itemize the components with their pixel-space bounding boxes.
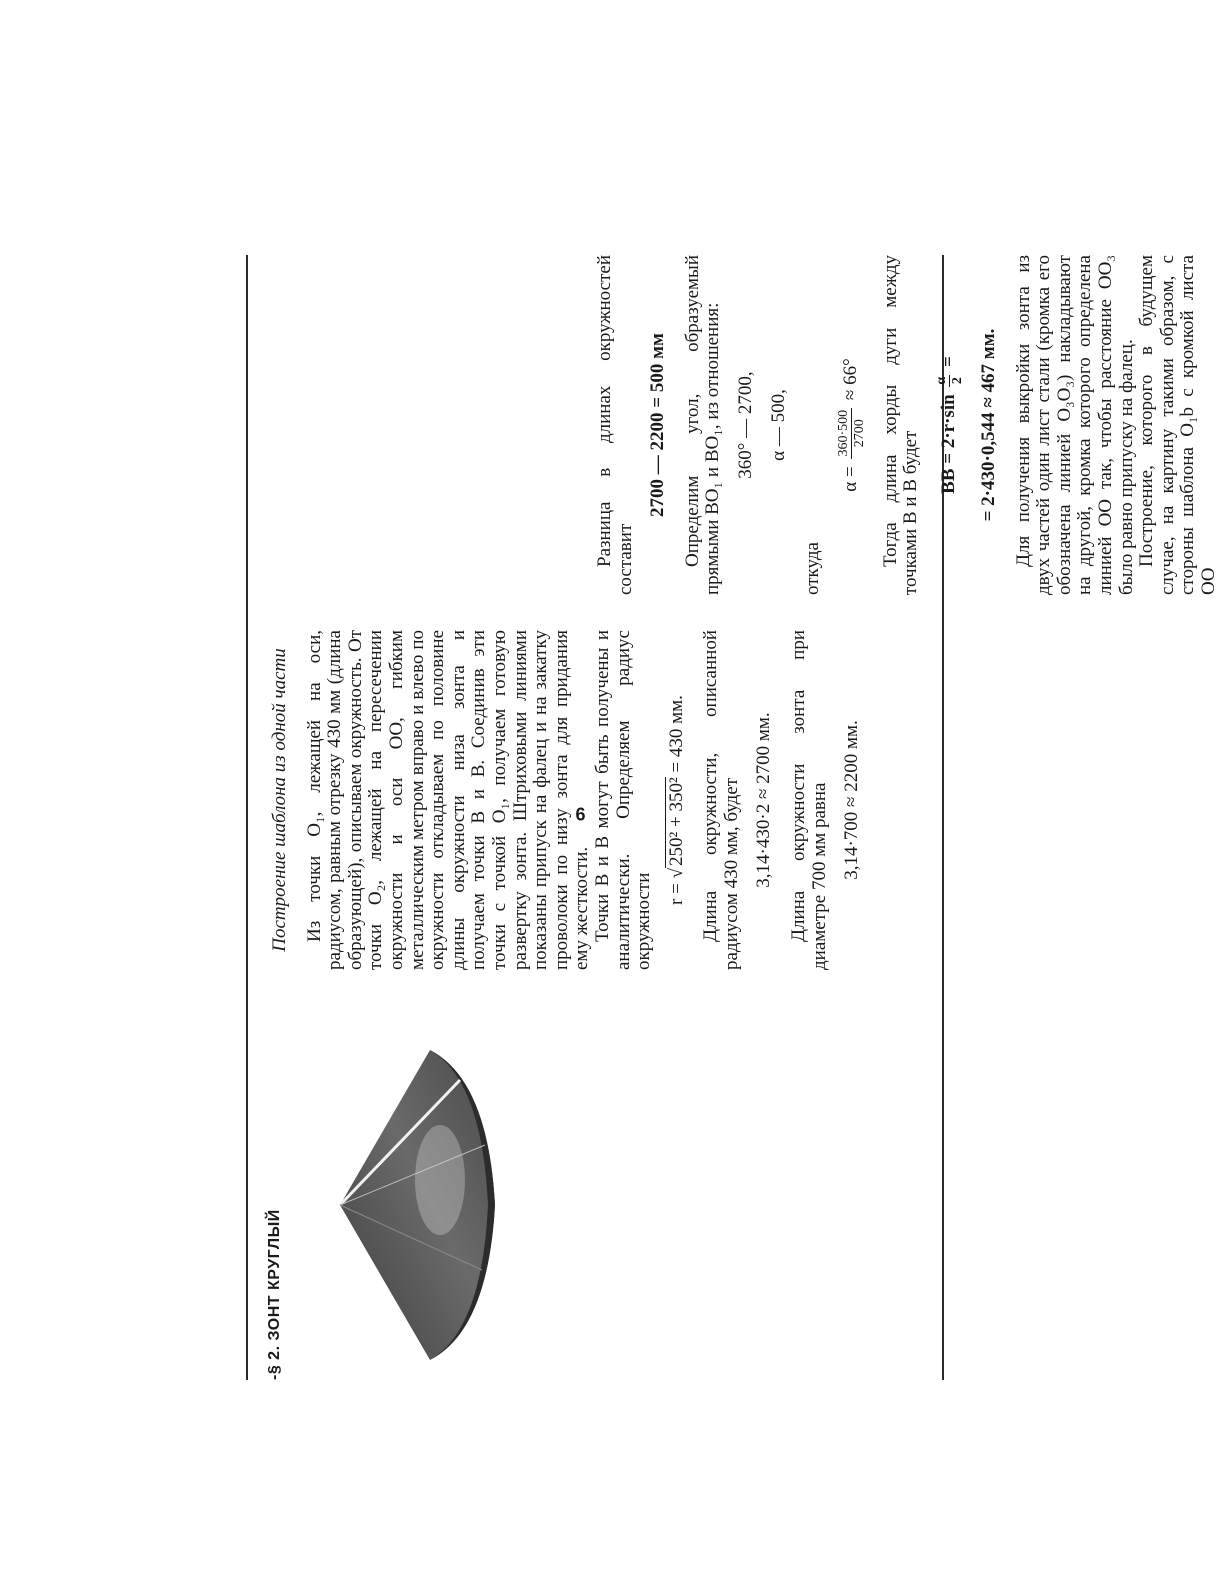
fraction [836,408,867,459]
paragraph: Для получения выкройки зонта из двух частей один лист стали (кромка его обозначена линией O₃O₃) накладывают на другой, кромка которого определена линией OO так, чтобы расстояние OO₃ было равно припуску на фалец. [1012,255,1137,595]
equation-lhs: α = [839,466,861,492]
equation-root: 250² + 350² [665,777,687,866]
equation-rhs: ≈ 66° [839,358,861,401]
fraction-denominator: 2 [949,377,965,385]
top-rule [246,255,248,1380]
paragraph: Разница в длинах окружностей составит [594,255,636,595]
subheading: Построение шаблона из одной части [269,648,290,952]
paragraph: Построение, которого в будущем случае, на картину такими образом, с стороны шаблона O₁b с кромкой листа OO [1136,255,1219,595]
equation-lhs: BB = 2·r·sin [937,394,959,494]
umbrella-illustration [310,1030,520,1380]
umbrella-circumference-equation: 3,14·700 ≈ 2200 мм. [841,720,863,880]
fraction-numerator: 360·500 [835,409,851,457]
ratio-line: α — 500, [767,389,789,461]
equation-lhs: r = [665,883,687,905]
ratio-line: 360° — 2700, [734,371,756,479]
paragraph: Из точки O₁, лежащей на оси, радиусом, равным отрезку 430 мм (длина образующей), описываем окружность. От точки O₂, лежащей на пересечении окружности и оси OO, гибким металлическим метром вправо и влево по окружности откладываем по половине длины окружности низа зонта и получаем точки B и B. Соединив эти точки с точкой O₁, получаем готовую развертку зонта. Штриховыми линиями показаны припуск на фалец и на закатку проволоки по низу зонта для придания ему жесткости. [303,630,593,970]
middle-column [270,630,877,970]
paragraph: Длина окружности зонта при диаметре 700 мм равна [788,630,830,970]
equation-rhs: = [937,356,959,367]
paragraph: Тогда длина хорды дуги между точками B и B будет [879,255,922,595]
page-number: 6 [575,804,586,825]
angle-equation [836,255,867,595]
right-column [595,255,1219,595]
paragraph: Определим угол, образуемый прямыми BO₁ и BO₁, из отношения: [681,255,724,595]
fraction-denominator: 2700 [851,419,867,448]
fraction-numerator: α [933,376,949,385]
rotated-page [230,220,1219,1380]
paragraph: откуда [802,542,824,595]
chord-result: = 2·430·0,544 ≈ 467 мм. [977,328,999,522]
radius-equation: r = √250² + 350² = 430 мм. [665,695,687,905]
fraction [934,375,965,387]
paragraph: Точки B и B могут быть получены и аналитически. Определяем радиус окружности [591,630,655,970]
difference-equation: 2700 — 2200 = 500 мм [647,333,669,517]
section-heading: -§ 2. ЗОНТ КРУГЛЫЙ [266,1209,283,1380]
chord-equation [934,255,965,595]
equation-rhs: = 430 мм. [665,695,687,773]
circumference-equation: 3,14·430·2 ≈ 2700 мм. [753,712,775,888]
paragraph: Длина окружности, описанной радиусом 430 мм, будет [700,630,742,970]
